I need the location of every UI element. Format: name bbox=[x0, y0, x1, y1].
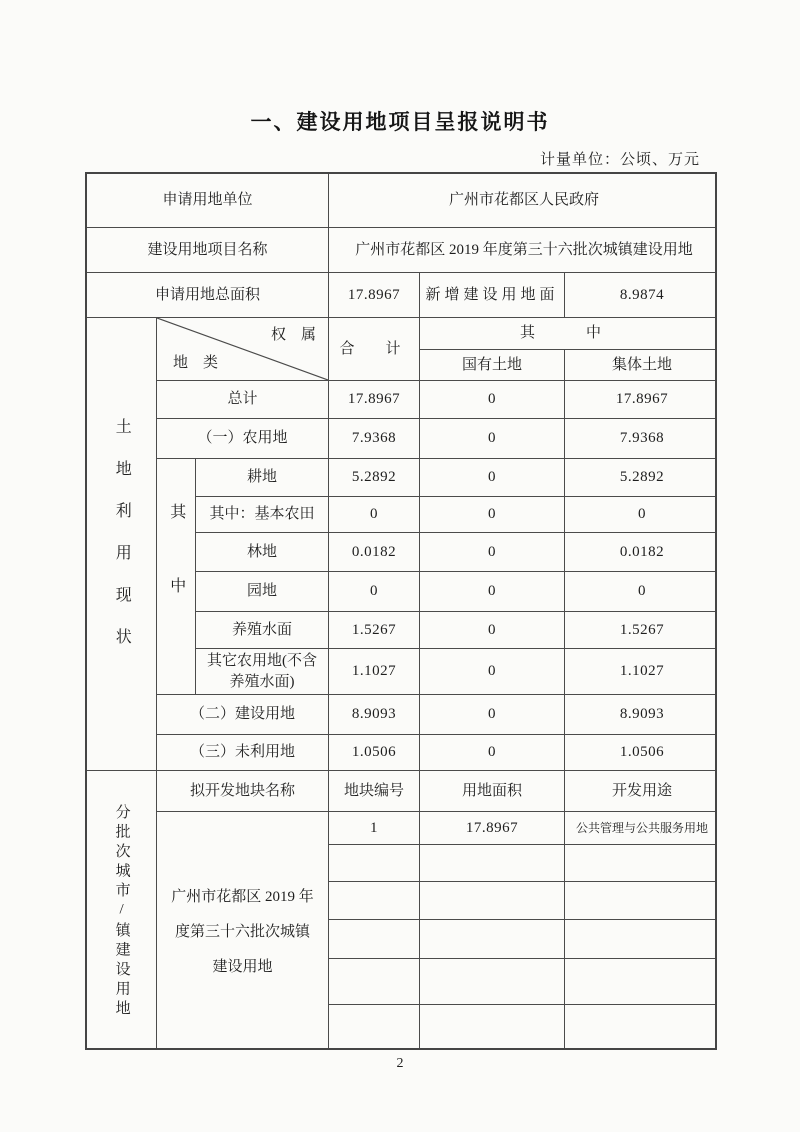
total-area-value-cell: 17.8967 bbox=[329, 273, 420, 318]
parcel-area-col-header: 用地面积 bbox=[420, 771, 565, 812]
row-state: 0 bbox=[420, 533, 565, 572]
parcel-area-cell bbox=[420, 959, 565, 1005]
row-state: 0 bbox=[420, 612, 565, 649]
parcel-use-cell bbox=[565, 882, 717, 920]
total-area-label-cell: 申请用地总面积 bbox=[87, 273, 329, 318]
row-label-gengdi: 耕地 bbox=[196, 459, 329, 497]
row-collective: 0.0182 bbox=[565, 533, 717, 572]
row-total: 0 bbox=[329, 497, 420, 533]
row-total: 1.1027 bbox=[329, 649, 420, 695]
new-area-value-cell: 8.9874 bbox=[565, 273, 717, 318]
parcel-name-col-header: 拟开发地块名称 bbox=[157, 771, 329, 812]
collective-land-col-header: 集体土地 bbox=[565, 350, 717, 381]
row-total: 17.8967 bbox=[329, 381, 420, 419]
parcel-no-cell bbox=[329, 959, 420, 1005]
batch-project-name-line: 度第三十六批次城镇 bbox=[174, 923, 310, 940]
report-table bbox=[85, 172, 717, 1050]
row-collective: 1.5267 bbox=[565, 612, 717, 649]
batch-project-name-line: 建设用地 bbox=[212, 958, 273, 975]
parcel-no-col-header: 地块编号 bbox=[329, 771, 420, 812]
row-label-jianshe: （二）建设用地 bbox=[157, 695, 329, 735]
parcel-area-cell bbox=[420, 882, 565, 920]
parcel-no-cell bbox=[329, 845, 420, 882]
among-group-label-cell bbox=[157, 459, 196, 695]
project-name-value-cell: 广州市花都区 2019 年度第三十六批次城镇建设用地 bbox=[329, 228, 717, 273]
page-number: 2 bbox=[396, 1056, 404, 1071]
row-collective: 5.2892 bbox=[565, 459, 717, 497]
parcel-use-cell bbox=[565, 1005, 717, 1050]
row-label-qita-nongyongdi: 其它农用地(不含养殖水面) bbox=[196, 649, 329, 695]
row-total: 1.0506 bbox=[329, 735, 420, 771]
row-state: 0 bbox=[420, 419, 565, 459]
parcel-use-cell bbox=[565, 920, 717, 959]
row-state: 0 bbox=[420, 695, 565, 735]
row-collective: 8.9093 bbox=[565, 695, 717, 735]
unit-note: 计量单位：公顷、万元 bbox=[539, 152, 700, 168]
row-total: 0 bbox=[329, 572, 420, 612]
row-label-zongji: 总计 bbox=[157, 381, 329, 419]
row-label-lindi: 林地 bbox=[196, 533, 329, 572]
row-collective: 0 bbox=[565, 572, 717, 612]
header-category-label: 地 类 bbox=[173, 354, 219, 371]
parcel-area-cell bbox=[420, 845, 565, 882]
row-collective: 7.9368 bbox=[565, 419, 717, 459]
batch-project-name-cell bbox=[157, 812, 329, 1050]
parcel-no-cell: 1 bbox=[329, 812, 420, 845]
row-state: 0 bbox=[420, 497, 565, 533]
page-title: 一、建设用地项目呈报说明书 bbox=[250, 111, 550, 134]
row-state: 0 bbox=[420, 572, 565, 612]
parcel-area-cell bbox=[420, 1005, 565, 1050]
state-land-col-header: 国有土地 bbox=[420, 350, 565, 381]
parcel-area-cell: 17.8967 bbox=[420, 812, 565, 845]
row-total: 1.5267 bbox=[329, 612, 420, 649]
parcel-no-cell bbox=[329, 1005, 420, 1050]
parcel-use-cell bbox=[565, 845, 717, 882]
row-label-yangzhishuimian: 养殖水面 bbox=[196, 612, 329, 649]
batch-section-label: 分批次城市/镇建设用地 bbox=[113, 803, 130, 1020]
row-total: 5.2892 bbox=[329, 459, 420, 497]
row-total: 8.9093 bbox=[329, 695, 420, 735]
row-collective: 1.1027 bbox=[565, 649, 717, 695]
row-total: 7.9368 bbox=[329, 419, 420, 459]
among-group-label: 其中 bbox=[167, 502, 185, 651]
row-total: 0.0182 bbox=[329, 533, 420, 572]
header-diagonal-cell bbox=[157, 318, 329, 381]
applicant-label-cell: 申请用地单位 bbox=[87, 174, 329, 228]
batch-project-name-line: 广州市花都区 2019 年 bbox=[171, 888, 314, 905]
parcel-use-cell bbox=[565, 959, 717, 1005]
parcel-area-cell bbox=[420, 920, 565, 959]
row-label-yuandi: 园地 bbox=[196, 572, 329, 612]
total-col-header: 合 计 bbox=[329, 318, 420, 381]
new-area-label-cell: 新增建设用地面 bbox=[420, 273, 565, 318]
row-collective: 17.8967 bbox=[565, 381, 717, 419]
row-state: 0 bbox=[420, 649, 565, 695]
header-ownership-label: 权 属 bbox=[270, 327, 316, 343]
row-label-jibennongtian: 其中：基本农田 bbox=[196, 497, 329, 533]
row-state: 0 bbox=[420, 381, 565, 419]
row-state: 0 bbox=[420, 459, 565, 497]
row-collective: 1.0506 bbox=[565, 735, 717, 771]
parcel-no-cell bbox=[329, 882, 420, 920]
landuse-section-label-cell bbox=[87, 318, 157, 771]
row-collective: 0 bbox=[565, 497, 717, 533]
parcel-no-cell bbox=[329, 920, 420, 959]
batch-section-label-cell bbox=[87, 771, 157, 1050]
parcel-use-col-header: 开发用途 bbox=[565, 771, 717, 812]
row-state: 0 bbox=[420, 735, 565, 771]
row-label-weiliyong: （三）未利用地 bbox=[157, 735, 329, 771]
among-col-header: 其 中 bbox=[420, 318, 717, 350]
project-name-label-cell: 建设用地项目名称 bbox=[87, 228, 329, 273]
parcel-use-cell: 公共管理与公共服务用地 bbox=[565, 812, 717, 845]
landuse-section-label: 土地利用现状 bbox=[113, 418, 131, 670]
applicant-value-cell: 广州市花都区人民政府 bbox=[329, 174, 717, 228]
row-label-nongyongdi: （一）农用地 bbox=[157, 419, 329, 459]
